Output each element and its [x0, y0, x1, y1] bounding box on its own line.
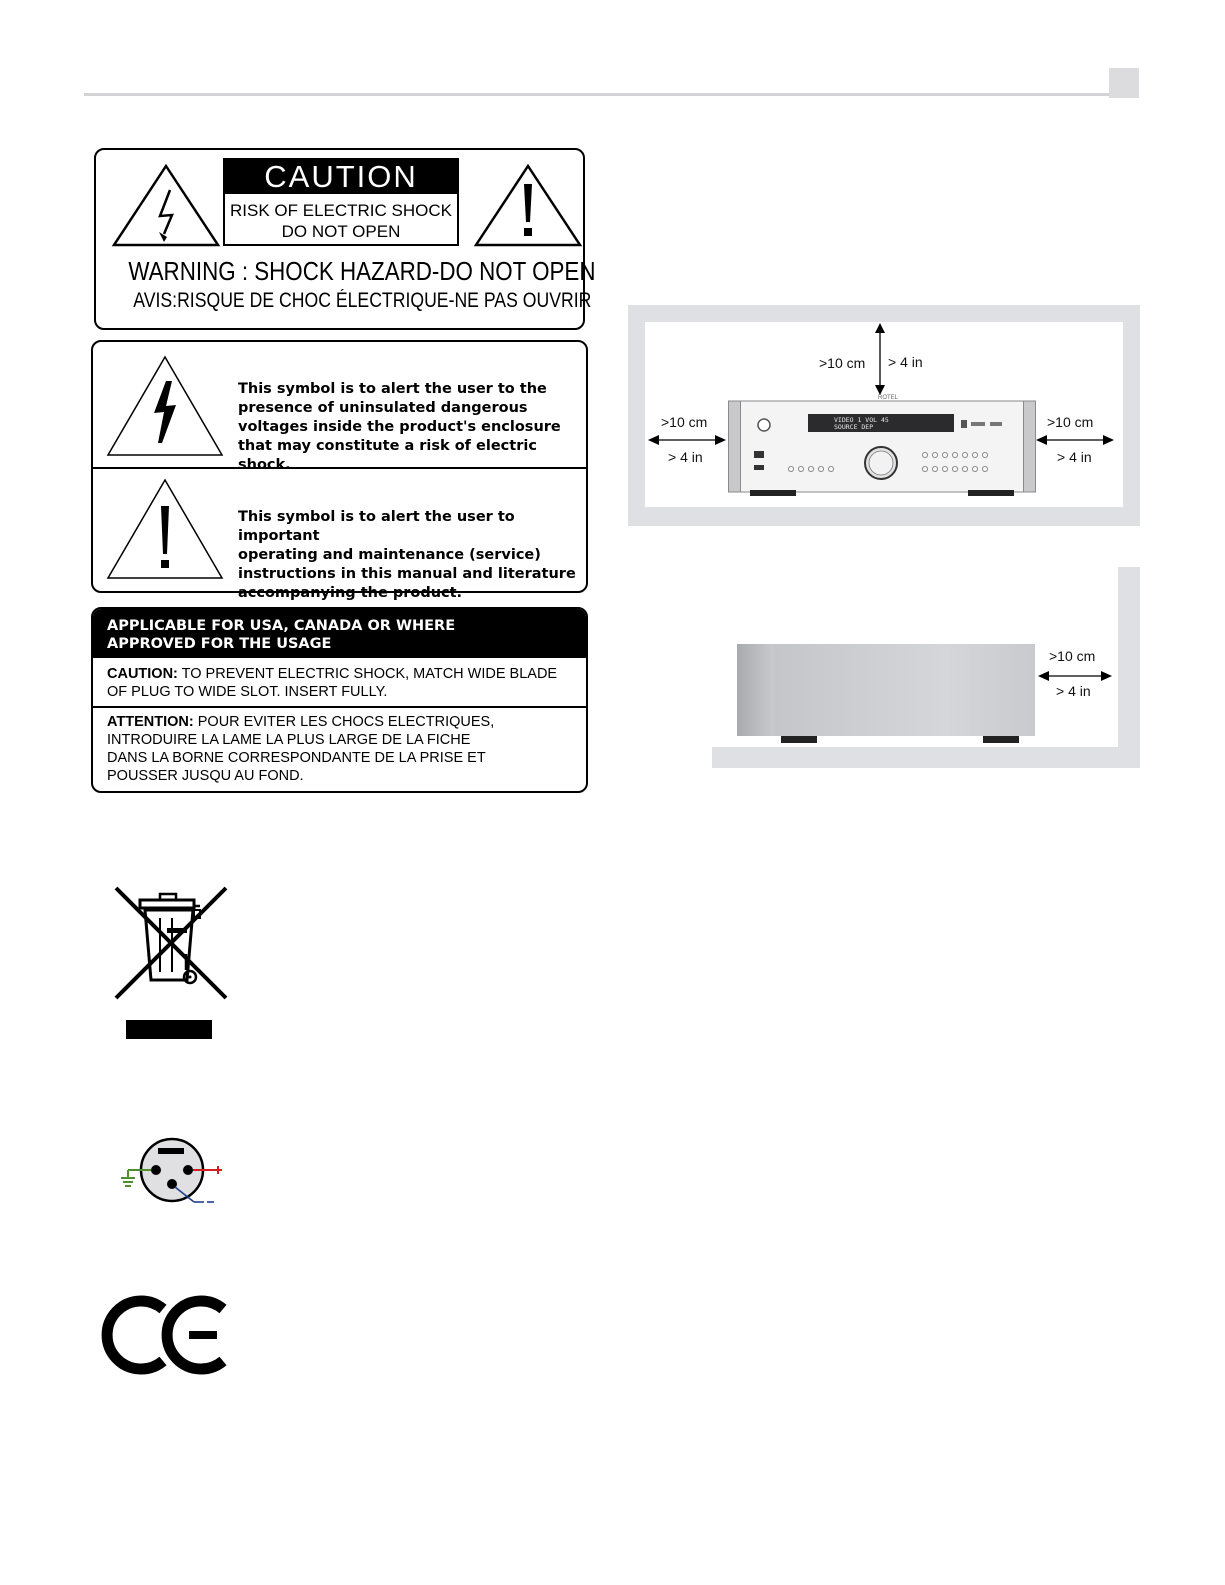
page-tab [1109, 68, 1139, 98]
text-line: OF PLUG TO WIDE SLOT. INSERT FULLY. [107, 684, 388, 700]
text-line: accompanying the product. [238, 585, 463, 601]
ventilation-side-floor [712, 747, 1140, 768]
left-clearance-in: > 4 in [668, 449, 703, 465]
warning-french: AVIS:RISQUE DE CHOC ÉLECTRIQUE-NE PAS OUVRIR [133, 289, 592, 312]
lightning-description [238, 380, 583, 475]
text-line: DANS LA BORNE CORRESPONDANTE DE LA PRISE ET [107, 750, 486, 766]
display-line-2: SOURCE DEP [834, 423, 874, 431]
caution-line-1: RISK OF ELECTRIC SHOCK [230, 201, 452, 220]
top-clearance-cm: >10 cm [819, 355, 866, 371]
applicable-header-line-2: APPROVED FOR THE USAGE [107, 636, 332, 652]
applicable-panel [91, 607, 588, 793]
text-line: instructions in this manual and literature [238, 566, 576, 582]
text-line: This symbol is to alert the user to the [238, 381, 547, 397]
receiver-front-illustration [728, 393, 1036, 505]
xlr-connector-icon [118, 1136, 226, 1208]
caution-title: CAUTION [225, 160, 457, 194]
side-clearance-in: > 4 in [1056, 683, 1091, 699]
side-clearance-cm: >10 cm [1049, 648, 1096, 664]
text-line: This symbol is to alert the user to important [238, 509, 515, 544]
caution-instruction-label: CAUTION: [107, 666, 178, 682]
top-clearance-in: > 4 in [888, 354, 923, 370]
weee-crossed-bin-icon [114, 884, 230, 1042]
exclamation-triangle-icon [472, 162, 584, 248]
lightning-triangle-icon [110, 162, 222, 248]
right-clearance-cm: >10 cm [1047, 414, 1094, 430]
text-line: operating and maintenance (service) [238, 547, 541, 563]
ce-mark-icon [117, 1297, 229, 1375]
attention-instruction-label: ATTENTION: [107, 714, 194, 730]
applicable-header [93, 609, 586, 658]
left-clearance-cm: >10 cm [661, 414, 708, 430]
text-line: POUSSER JUSQU AU FOND. [107, 768, 304, 784]
caution-instruction [107, 665, 587, 701]
applicable-divider [93, 706, 586, 708]
text-line: presence of uninsulated dangerous [238, 400, 528, 416]
exclamation-description [238, 508, 583, 603]
text-line: that may constitute a risk of electric shock. [238, 438, 537, 473]
applicable-header-line-1: APPLICABLE FOR USA, CANADA OR WHERE [107, 618, 456, 634]
display-line-1: VIDEO 1 VOL 45 [834, 416, 889, 424]
receiver-side-illustration [737, 644, 1035, 736]
warning-english: WARNING : SHOCK HAZARD-DO NOT OPEN [128, 256, 596, 286]
attention-instruction [107, 713, 587, 785]
ventilation-side-wall [1118, 567, 1140, 768]
text-line: POUR EVITER LES CHOCS ELECTRIQUES, [193, 714, 495, 730]
device-brand: ROTEL [878, 395, 899, 401]
right-clearance-in: > 4 in [1057, 449, 1092, 465]
header-rule [84, 93, 1114, 96]
caution-line-2: DO NOT OPEN [281, 222, 401, 241]
text-line: voltages inside the product's enclosure [238, 419, 561, 435]
receiver-side-feet [737, 734, 1035, 746]
lightning-triangle-icon [106, 355, 224, 457]
text-line: TO PREVENT ELECTRIC SHOCK, MATCH WIDE BLADE [177, 666, 558, 682]
text-line: INTRODUIRE LA LAME LA PLUS LARGE DE LA FICHE [107, 732, 471, 748]
exclamation-triangle-icon [106, 478, 224, 580]
